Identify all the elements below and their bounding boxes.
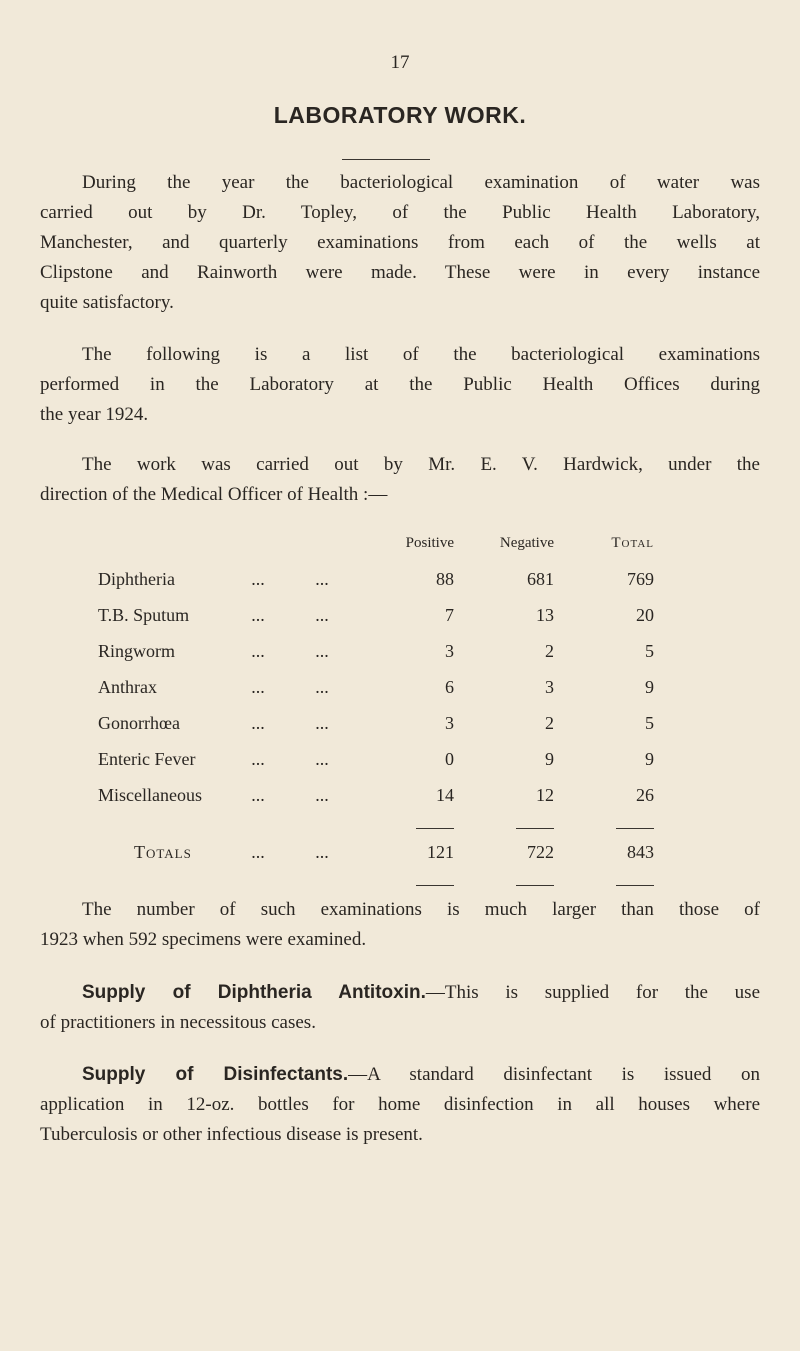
paragraph-antitoxin <box>40 978 760 1038</box>
table-row <box>98 561 654 597</box>
text-line: quite satisfactory. <box>40 292 174 313</box>
leader-dots: ... <box>315 676 329 697</box>
text-line: Manchester, and quarterly examinations from each of the wells at <box>40 232 760 253</box>
paragraph-disinfectants <box>40 1060 760 1150</box>
cell-negative: 2 <box>545 712 554 733</box>
table-row <box>98 741 654 777</box>
leader-dots: ... <box>315 568 329 589</box>
leader-dots: ... <box>315 748 329 769</box>
leader-dots: ... <box>251 712 265 733</box>
text-line: performed in the Laboratory at the Public Health Offices during <box>40 374 760 395</box>
text-line <box>40 1060 760 1090</box>
cell-negative: 13 <box>536 604 554 625</box>
section-heading: Supply of Diphtheria Antitoxin. <box>82 982 426 1003</box>
cell-negative: 12 <box>536 784 554 805</box>
leader-dots: ... <box>315 784 329 805</box>
cell-total: 5 <box>645 712 654 733</box>
text-line: Tuberculosis or other infectious disease is present. <box>40 1124 423 1145</box>
text-line: direction of the Medical Officer of Health :— <box>40 484 388 505</box>
leader-dots: ... <box>315 841 329 862</box>
examinations-table <box>98 525 654 891</box>
text-line: The following is a list of the bacteriological examinations <box>82 344 760 365</box>
leader-dots: ... <box>315 604 329 625</box>
leader-dots: ... <box>315 640 329 661</box>
cell-negative: 681 <box>527 568 554 589</box>
leader-dots: ... <box>251 841 265 862</box>
cell-total: 5 <box>645 640 654 661</box>
table-row <box>98 633 654 669</box>
text-line: the year 1924. <box>40 404 149 425</box>
cell-total: 9 <box>645 676 654 697</box>
cell-positive: 0 <box>445 748 454 769</box>
row-label: Ringworm <box>98 640 176 661</box>
cell-negative: 3 <box>545 676 554 697</box>
cell-total: 20 <box>636 604 654 625</box>
table-row <box>98 669 654 705</box>
paragraph-list-intro <box>40 340 760 430</box>
leader-dots: ... <box>251 604 265 625</box>
cell-total: 769 <box>627 568 654 589</box>
text-span: —This is supplied for the use <box>425 982 761 1003</box>
paragraph-work-by <box>40 450 760 510</box>
totals-positive: 121 <box>427 841 454 862</box>
cell-positive: 14 <box>436 784 454 805</box>
cell-total: 26 <box>636 784 654 805</box>
text-line: Clipstone and Rainworth were made. These were in every instance <box>40 262 760 283</box>
totals-label: Totals <box>134 841 192 862</box>
table-row <box>98 777 654 813</box>
text-span: —A standard disinfectant is issued on <box>348 1064 760 1085</box>
row-label: Anthrax <box>98 676 157 697</box>
rule-row <box>98 813 654 834</box>
text-line <box>40 978 760 1008</box>
text-line: carried out by Dr. Topley, of the Public Health Laboratory, <box>40 202 760 223</box>
rule-row <box>98 870 654 891</box>
cell-total: 9 <box>645 748 654 769</box>
page-title: LABORATORY WORK. <box>273 102 527 128</box>
leader-dots: ... <box>251 640 265 661</box>
col-header-total: Total <box>611 534 654 551</box>
leader-dots: ... <box>251 568 265 589</box>
totals-total: 843 <box>627 841 654 862</box>
cell-positive: 88 <box>436 568 454 589</box>
text-line: application in 12-oz. bottles for home disinfection in all houses where <box>40 1094 760 1115</box>
row-label: Enteric Fever <box>98 748 196 769</box>
leader-dots: ... <box>251 676 265 697</box>
cell-negative: 2 <box>545 640 554 661</box>
text-line: The work was carried out by Mr. E. V. Hardwick, under the <box>82 454 760 475</box>
table-row <box>98 597 654 633</box>
table-row <box>98 705 654 741</box>
row-label: T.B. Sputum <box>98 604 190 625</box>
cell-positive: 3 <box>445 712 454 733</box>
text-line: of practitioners in necessitous cases. <box>40 1012 316 1033</box>
text-line: The number of such examinations is much larger than those of <box>82 899 760 920</box>
section-heading: Supply of Disinfectants. <box>82 1064 349 1085</box>
totals-row <box>98 834 654 870</box>
paragraph-comparison <box>40 895 760 955</box>
cell-positive: 6 <box>445 676 454 697</box>
cell-positive: 3 <box>445 640 454 661</box>
cell-positive: 7 <box>445 604 454 625</box>
col-header-positive: Positive <box>405 534 454 551</box>
row-label: Gonorrhœa <box>98 712 180 733</box>
leader-dots: ... <box>251 784 265 805</box>
col-header-negative: Negative <box>499 534 554 551</box>
leader-dots: ... <box>251 748 265 769</box>
cell-negative: 9 <box>545 748 554 769</box>
paragraph-water-examination <box>40 168 760 318</box>
totals-negative: 722 <box>527 841 554 862</box>
leader-dots: ... <box>315 712 329 733</box>
title-rule <box>342 159 430 160</box>
row-label: Miscellaneous <box>98 784 202 805</box>
row-label: Diphtheria <box>98 568 175 589</box>
text-line: 1923 when 592 specimens were examined. <box>40 929 367 950</box>
text-line: During the year the bacteriological examination of water was <box>82 172 760 193</box>
page-number: 17 <box>390 52 410 73</box>
table-header-row <box>98 525 654 561</box>
